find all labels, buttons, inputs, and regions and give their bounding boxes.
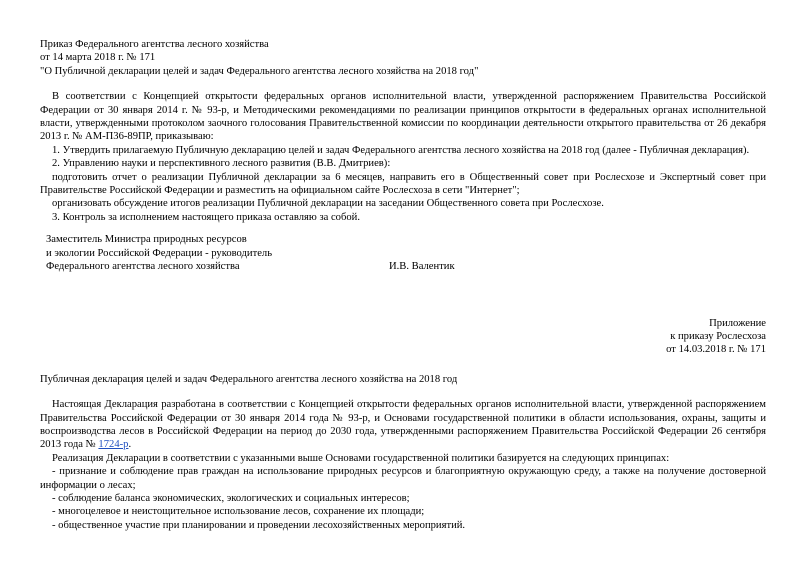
declaration-intro <box>40 398 766 452</box>
document-page <box>40 38 766 532</box>
order-date-number: от 14 марта 2018 г. № 171 <box>40 52 156 64</box>
signatory-name: И.В. Валентик <box>389 261 455 273</box>
appendix-order-ref: к приказу Рослесхоза <box>670 330 766 342</box>
decree-1724-link[interactable]: 1724-р <box>98 439 129 451</box>
principles-intro: Реализация Декларации в соответствии с указанными выше Основами государственной политики базируется на следующих принципах: <box>52 452 670 464</box>
declaration-intro-text: Настоящая Декларация разработана в соответствии с Концепцией открытости федеральных органов исполнительной власти, утвержденной распоряжением Правительства Российской Федерации от 30 января 2014 года № 93-р, и Основами государственной политики в области использования, охраны, защиты и воспроизводства лесов в Российской Федерации на период до 2030 года, утвержденными распоряжением Правительства Российской Федерации 26 сентября 2013 года № <box>40 399 766 451</box>
appendix-label: Приложение <box>709 317 766 329</box>
order-item-2a: подготовить отчет о реализации Публичной декларации за 6 месяцев, направить его в Общественный совет при Рослесхозе и Экспертный совет при Правительстве Российской Федерации и разместить на официальном сайте Рослесхоза в сети "Интернет"; <box>40 171 766 197</box>
order-title: Приказ Федерального агентства лесного хозяйства <box>40 39 269 50</box>
principle-item: - признание и соблюдение прав граждан на использование природных ресурсов и благоприятную окружающую среду, а также на получение достоверной информации о лесах; <box>40 466 766 491</box>
signature-block <box>46 233 766 273</box>
signature-position-line1: Заместитель Министра природных ресурсов <box>46 234 247 246</box>
appendix-reference <box>40 317 766 357</box>
order-item-2b: организовать обсуждение итогов реализации Публичной декларации на заседании Общественного совета при Рослесхозе. <box>52 198 604 210</box>
order-item-2: 2. Управлению науки и перспективного лесного развития (В.В. Дмитриев): <box>52 158 391 170</box>
order-item-3: 3. Контроль за исполнением настоящего приказа оставляю за собой. <box>52 211 360 223</box>
order-preamble: В соответствии с Концепцией открытости федеральных органов исполнительной власти, утвержденной распоряжением Правительства Российской Федерации от 30 января 2014 г. № 93-р, и Методическими рекомендациями по реализации принципов открытости в федеральных органах исполнительной власти, утвержденными протоколом заочного голосования Правительственной комиссии по координации деятельности открытого правительства от 26 декабря 2013 г. № АМ-П36-89ПР, приказываю: <box>40 91 766 143</box>
order-header <box>40 38 766 78</box>
principle-item: - многоцелевое и неистощительное использование лесов, сохранение их площади; <box>52 506 425 518</box>
signature-position-line2: и экологии Российской Федерации - руководитель <box>46 247 273 259</box>
declaration-title: Публичная декларация целей и задач Федерального агентства лесного хозяйства на 2018 год <box>40 373 458 385</box>
order-item-1: 1. Утвердить прилагаемую Публичную декларацию целей и задач Федерального агентства лесного хозяйства на 2018 год (далее - Публичная декларация). <box>52 144 750 156</box>
principle-item: - соблюдение баланса экономических, экологических и социальных интересов; <box>52 492 410 504</box>
declaration-intro-end: . <box>128 439 132 451</box>
appendix-order-date: от 14.03.2018 г. № 171 <box>666 344 766 356</box>
signature-position-line3: Федерального агентства лесного хозяйства <box>46 261 240 273</box>
declaration-body <box>40 398 766 532</box>
order-subject: "О Публичной декларации целей и задач Федерального агентства лесного хозяйства на 2018 год" <box>40 65 479 77</box>
order-body <box>40 90 766 224</box>
principle-item: - общественное участие при планировании и проведении лесохозяйственных мероприятий. <box>52 519 466 531</box>
